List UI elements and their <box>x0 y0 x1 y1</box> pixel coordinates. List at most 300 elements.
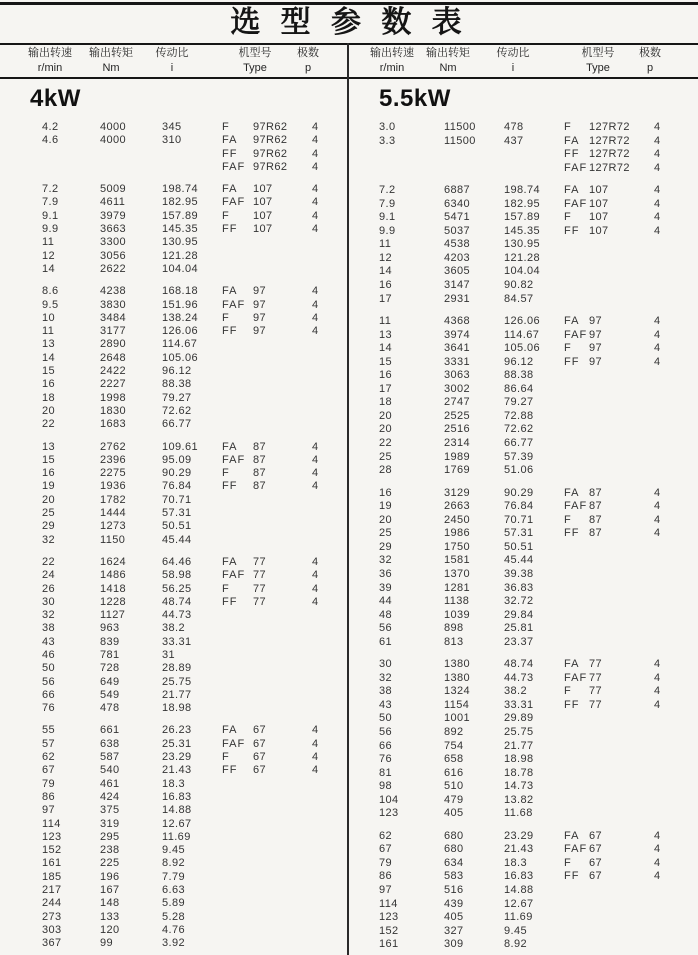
cell-output-torque: 4000 <box>100 121 127 133</box>
cell-output-torque: 661 <box>100 724 120 737</box>
cell-output-speed: 56 <box>42 675 56 688</box>
cell-output-speed: 13 <box>379 328 393 341</box>
cell-type-model <box>589 911 652 925</box>
cell-output-speed: 32 <box>379 554 393 567</box>
table-row <box>349 279 698 293</box>
cell-output-torque: 309 <box>444 938 464 951</box>
cell-output-torque: 148 <box>100 897 120 910</box>
cell-poles <box>652 938 698 952</box>
cell-output-torque: 3641 <box>444 342 471 355</box>
cell-type-model <box>589 794 652 808</box>
table-row <box>0 312 349 325</box>
table-row <box>349 794 698 808</box>
cell-ratio: 96.12 <box>162 365 192 378</box>
table-row <box>349 184 698 198</box>
cell-poles <box>652 726 698 740</box>
cell-poles <box>310 378 349 391</box>
cell-ratio: 57.31 <box>162 507 192 520</box>
column-header-output-speed-right <box>370 46 414 76</box>
cell-output-speed: 44 <box>379 595 393 608</box>
cell-type-prefix: FF <box>222 325 238 338</box>
cell-ratio: 25.31 <box>162 737 192 750</box>
cell-type-model <box>253 702 310 715</box>
cell-poles: 4 <box>654 829 661 842</box>
cell-output-torque: 405 <box>444 807 464 820</box>
cell-type-model <box>253 689 310 702</box>
cell-output-torque: 167 <box>100 884 120 897</box>
cell-type-prefix: F <box>222 751 230 764</box>
cell-ratio: 38.2 <box>162 622 186 635</box>
cell-output-torque: 587 <box>100 751 120 764</box>
cell-output-speed: 17 <box>379 292 393 305</box>
cell-output-speed: 79 <box>379 856 393 869</box>
cell-output-speed: 7.2 <box>379 184 396 197</box>
cell-type-model <box>589 265 652 279</box>
column-unit: p <box>646 62 654 74</box>
table-row <box>349 225 698 239</box>
table-row <box>349 315 698 329</box>
cell-output-speed: 57 <box>42 737 56 750</box>
cell-output-torque: 2422 <box>100 365 127 378</box>
table-row <box>0 183 349 196</box>
cell-type-prefix: FF <box>564 698 580 711</box>
cell-type-model: 87 <box>253 453 267 466</box>
table-row <box>349 121 698 135</box>
column-unit: Type <box>586 62 610 74</box>
cell-type-model: 127R72 <box>589 134 630 147</box>
cell-ratio: 18.78 <box>504 766 534 779</box>
cell-output-speed: 56 <box>379 622 393 635</box>
cell-type-prefix: FA <box>564 184 580 197</box>
section-title-5-5kw: 5.5kW <box>379 85 451 112</box>
cell-poles <box>310 338 349 351</box>
cell-output-speed: 16 <box>379 369 393 382</box>
cell-type-model <box>253 924 310 937</box>
cell-output-torque: 1380 <box>444 671 471 684</box>
cell-ratio: 21.77 <box>162 688 192 701</box>
table-row <box>0 263 349 276</box>
cell-type-model <box>253 609 310 622</box>
cell-output-speed: 12 <box>42 249 56 262</box>
cell-output-speed: 9.1 <box>42 209 59 222</box>
cell-output-speed: 17 <box>379 382 393 395</box>
table-row <box>0 121 349 134</box>
column-header-type-right <box>582 46 615 76</box>
cell-output-speed: 123 <box>42 830 62 843</box>
cell-output-speed: 62 <box>42 751 56 764</box>
cell-poles: 4 <box>312 440 319 453</box>
cell-output-torque: 1989 <box>444 450 471 463</box>
cell-poles: 4 <box>654 870 661 883</box>
table-row <box>349 383 698 397</box>
table-row <box>0 724 349 737</box>
cell-poles: 4 <box>654 161 661 174</box>
cell-output-torque: 375 <box>100 804 120 817</box>
row-group <box>349 658 698 821</box>
column-name: 机型号 <box>581 47 615 59</box>
cell-ratio: 33.31 <box>504 698 534 711</box>
cell-ratio: 28.89 <box>162 662 192 675</box>
cell-output-torque: 1039 <box>444 608 471 621</box>
cell-poles <box>310 392 349 405</box>
cell-type-prefix: FA <box>564 315 580 328</box>
cell-output-torque: 3300 <box>100 236 127 249</box>
cell-output-torque: 3663 <box>100 223 127 236</box>
cell-type-model: 67 <box>253 737 267 750</box>
table-row <box>0 764 349 777</box>
cell-output-torque: 1150 <box>100 533 126 546</box>
cell-poles <box>652 807 698 821</box>
cell-output-speed: 7.9 <box>42 196 59 209</box>
cell-type-model: 97R62 <box>253 121 288 133</box>
cell-ratio: 84.57 <box>504 292 534 305</box>
table-row <box>349 870 698 884</box>
cell-output-torque: 1936 <box>100 480 127 493</box>
cell-ratio: 39.38 <box>504 567 534 580</box>
cell-ratio: 88.38 <box>162 378 192 391</box>
cell-output-speed: 152 <box>42 844 62 857</box>
table-row <box>349 238 698 252</box>
cell-output-torque: 1380 <box>444 658 471 671</box>
row-group <box>349 487 698 650</box>
cell-ratio: 105.06 <box>162 351 199 364</box>
cell-output-torque: 680 <box>444 829 464 842</box>
cell-output-speed: 244 <box>42 897 62 910</box>
column-unit: Type <box>243 62 267 74</box>
cell-output-speed: 16 <box>379 279 393 292</box>
cell-type-model <box>589 464 652 478</box>
table-row <box>0 285 349 298</box>
table-row <box>349 740 698 754</box>
cell-ratio: 90.82 <box>504 279 534 292</box>
cell-ratio: 8.92 <box>162 857 186 870</box>
cell-output-speed: 24 <box>42 569 56 582</box>
cell-output-speed: 7.2 <box>42 183 59 196</box>
cell-output-torque: 583 <box>444 870 464 883</box>
cell-ratio: 32.72 <box>504 595 534 608</box>
cell-output-speed: 61 <box>379 635 393 648</box>
cell-ratio: 23.29 <box>504 829 534 842</box>
cell-poles: 4 <box>312 223 319 236</box>
cell-type-model: 127R72 <box>589 121 630 133</box>
cell-output-speed: 62 <box>379 829 393 842</box>
cell-output-torque: 1581 <box>444 554 471 567</box>
cell-ratio: 11.69 <box>162 830 191 843</box>
cell-type-prefix: FAF <box>222 569 246 582</box>
cell-output-speed: 20 <box>42 493 56 506</box>
cell-type-model <box>253 250 310 263</box>
cell-poles: 4 <box>654 486 661 499</box>
cell-type-prefix <box>222 804 253 817</box>
cell-ratio: 145.35 <box>162 223 199 236</box>
cell-output-speed: 25 <box>379 527 393 540</box>
cell-output-speed: 67 <box>42 764 56 777</box>
table-row <box>0 791 349 804</box>
cell-type-model <box>589 252 652 266</box>
cell-ratio: 29.84 <box>504 608 534 621</box>
cell-type-prefix <box>564 898 589 912</box>
table-row <box>0 676 349 689</box>
table-row <box>349 541 698 555</box>
cell-output-speed <box>379 148 444 162</box>
cell-type-prefix <box>222 338 253 351</box>
cell-output-torque: 1769 <box>444 464 471 477</box>
cell-output-torque: 1228 <box>100 595 127 608</box>
cell-type-prefix <box>222 911 253 924</box>
cell-type-model <box>589 293 652 307</box>
cell-output-speed: 38 <box>379 685 393 698</box>
cell-ratio <box>162 161 222 174</box>
cell-type-prefix: F <box>222 582 230 595</box>
cell-poles: 4 <box>654 342 661 355</box>
cell-type-prefix <box>564 794 589 808</box>
section-4kw <box>0 80 349 952</box>
cell-output-torque: 839 <box>100 635 120 648</box>
section-title-4kw: 4kW <box>30 85 81 112</box>
cell-poles <box>310 702 349 715</box>
cell-type-model: 77 <box>253 555 267 568</box>
cell-output-torque: 4611 <box>100 196 126 209</box>
cell-output-speed: 76 <box>42 702 56 715</box>
cell-type-model <box>589 541 652 555</box>
cell-output-speed: 15 <box>42 365 56 378</box>
cell-output-torque: 2314 <box>444 437 471 450</box>
cell-type-prefix <box>564 740 589 754</box>
table-row <box>349 211 698 225</box>
cell-output-torque: 238 <box>100 844 120 857</box>
cell-output-speed: 15 <box>379 355 393 368</box>
cell-poles <box>310 418 349 431</box>
cell-poles: 4 <box>654 134 661 147</box>
cell-output-torque: 1782 <box>100 493 127 506</box>
table-row <box>0 325 349 338</box>
cell-output-speed: 29 <box>42 520 56 533</box>
cell-type-model <box>253 884 310 897</box>
cell-type-prefix: FAF <box>222 298 246 311</box>
table-row <box>0 534 349 547</box>
cell-poles <box>310 649 349 662</box>
cell-output-speed: 9.9 <box>379 224 396 237</box>
cell-output-torque: 638 <box>100 737 120 750</box>
cell-output-speed: 10 <box>42 311 56 324</box>
cell-type-prefix <box>564 568 589 582</box>
column-name: 输出转速 <box>370 47 414 59</box>
center-divider-rule <box>347 43 349 955</box>
cell-poles <box>652 884 698 898</box>
cell-type-prefix <box>564 753 589 767</box>
cell-ratio: 38.2 <box>504 685 528 698</box>
cell-output-speed: 22 <box>379 437 393 450</box>
cell-type-prefix <box>222 507 253 520</box>
cell-ratio: 109.61 <box>162 440 199 453</box>
cell-output-speed: 16 <box>379 486 393 499</box>
cell-output-torque: 225 <box>100 857 120 870</box>
cell-poles <box>310 897 349 910</box>
page-title: 选 型 参 数 表 <box>230 6 468 39</box>
cell-ratio: 14.88 <box>504 883 534 896</box>
cell-type-model <box>589 396 652 410</box>
cell-type-prefix: F <box>564 513 572 526</box>
cell-poles: 4 <box>312 311 319 324</box>
cell-type-model <box>589 712 652 726</box>
cell-output-torque: 461 <box>100 777 120 790</box>
cell-output-torque: 813 <box>444 635 464 648</box>
row-group <box>349 315 698 478</box>
cell-output-torque: 1750 <box>444 540 471 553</box>
cell-type-model <box>253 911 310 924</box>
cell-type-prefix: FA <box>564 658 580 671</box>
cell-type-prefix: FF <box>222 595 238 608</box>
cell-type-model: 87 <box>589 486 603 499</box>
table-row <box>349 712 698 726</box>
cell-ratio: 88.38 <box>504 369 534 382</box>
section-5-5kw <box>349 80 698 952</box>
cell-output-torque: 11500 <box>444 134 476 147</box>
cell-type-prefix: FA <box>222 555 238 568</box>
cell-output-speed: 66 <box>379 739 393 752</box>
cell-type-model <box>253 378 310 391</box>
cell-type-prefix <box>564 609 589 623</box>
table-row <box>349 884 698 898</box>
cell-output-speed: 22 <box>42 555 56 568</box>
cell-type-prefix: FA <box>222 724 238 737</box>
cell-type-prefix <box>222 378 253 391</box>
cell-poles: 4 <box>654 513 661 526</box>
cell-output-torque: 295 <box>100 830 120 843</box>
table-row <box>0 804 349 817</box>
cell-type-model: 127R72 <box>589 161 630 174</box>
cell-output-torque: 319 <box>100 817 120 830</box>
table-row <box>0 818 349 831</box>
cell-output-torque: 3979 <box>100 209 127 222</box>
table-row <box>349 396 698 410</box>
table-row <box>0 338 349 351</box>
table-row <box>0 161 349 174</box>
cell-output-speed: 114 <box>42 817 61 830</box>
cell-type-prefix <box>222 649 253 662</box>
cell-output-speed: 81 <box>379 766 393 779</box>
cell-poles <box>652 595 698 609</box>
cell-output-speed: 11 <box>379 315 392 328</box>
cell-poles <box>652 265 698 279</box>
cell-output-torque: 5471 <box>444 211 471 224</box>
cell-type-prefix: F <box>564 856 572 869</box>
cell-ratio: 44.73 <box>162 609 192 622</box>
table-row <box>0 441 349 454</box>
column-name: 传动比 <box>155 47 189 59</box>
cell-type-prefix <box>222 884 253 897</box>
row-group <box>349 121 698 175</box>
cell-poles: 4 <box>312 121 319 133</box>
cell-type-model <box>589 938 652 952</box>
cell-type-model <box>589 582 652 596</box>
cell-type-prefix: FA <box>222 440 238 453</box>
cell-type-prefix: FF <box>564 870 580 883</box>
header-divider-rule <box>0 77 698 79</box>
cell-output-speed: 18 <box>42 391 56 404</box>
cell-poles: 4 <box>654 698 661 711</box>
cell-poles: 4 <box>312 764 319 777</box>
cell-type-prefix <box>564 451 589 465</box>
cell-type-prefix <box>564 437 589 451</box>
cell-ratio <box>504 148 564 162</box>
cell-output-speed: 56 <box>379 725 393 738</box>
cell-output-torque: 2762 <box>100 440 127 453</box>
cell-poles: 4 <box>654 843 661 856</box>
cell-type-prefix: F <box>564 342 572 355</box>
cell-poles <box>652 279 698 293</box>
cell-type-prefix <box>564 807 589 821</box>
cell-output-speed: 367 <box>42 937 62 950</box>
table-row <box>0 569 349 582</box>
cell-type-model <box>589 925 652 939</box>
table-row <box>349 595 698 609</box>
cell-type-model: 87 <box>253 480 267 493</box>
cell-ratio: 104.04 <box>162 262 199 275</box>
table-row <box>0 299 349 312</box>
cell-type-prefix: FAF <box>564 500 588 513</box>
cell-type-model: 87 <box>589 500 603 513</box>
cell-output-speed <box>42 161 100 174</box>
cell-output-speed: 97 <box>379 883 393 896</box>
cell-ratio: 18.3 <box>504 856 528 869</box>
cell-poles <box>652 396 698 410</box>
cell-poles: 4 <box>312 134 319 147</box>
cell-type-model: 77 <box>589 671 603 684</box>
table-row <box>0 622 349 635</box>
cell-poles <box>310 365 349 378</box>
cell-output-torque: 1001 <box>444 712 471 725</box>
cell-type-model: 97R62 <box>253 160 288 173</box>
cell-ratio: 345 <box>162 121 182 133</box>
cell-poles <box>652 740 698 754</box>
cell-output-torque: 2890 <box>100 338 127 351</box>
cell-type-prefix: F <box>222 209 230 222</box>
column-name: 输出转速 <box>28 47 72 59</box>
table-row <box>0 480 349 493</box>
cell-type-prefix: FA <box>222 134 238 147</box>
column-unit: r/min <box>379 62 405 74</box>
cell-ratio: 126.06 <box>504 315 541 328</box>
cell-poles <box>310 236 349 249</box>
cell-ratio: 114.67 <box>162 338 198 351</box>
cell-output-speed: 19 <box>379 500 393 513</box>
cell-output-torque: 728 <box>100 662 120 675</box>
cell-ratio: 72.62 <box>504 423 534 436</box>
table-row <box>349 437 698 451</box>
table-row <box>0 702 349 715</box>
cell-type-model: 77 <box>589 658 603 671</box>
cell-poles <box>652 464 698 478</box>
table-row <box>349 500 698 514</box>
cell-type-prefix <box>222 520 253 533</box>
cell-ratio: 21.43 <box>504 843 534 856</box>
cell-type-prefix: FF <box>564 224 580 237</box>
cell-type-prefix: FAF <box>564 328 588 341</box>
cell-poles <box>310 844 349 857</box>
cell-poles <box>310 250 349 263</box>
cell-output-torque: 2516 <box>444 423 471 436</box>
cell-type-prefix: FF <box>222 223 238 236</box>
cell-output-torque: 898 <box>444 622 464 635</box>
cell-type-prefix: FA <box>564 486 580 499</box>
table-row <box>0 897 349 910</box>
cell-ratio: 96.12 <box>504 355 534 368</box>
cell-output-torque: 2227 <box>100 378 127 391</box>
cell-output-torque: 11500 <box>444 121 476 133</box>
cell-ratio: 57.31 <box>504 527 534 540</box>
table-row <box>349 329 698 343</box>
